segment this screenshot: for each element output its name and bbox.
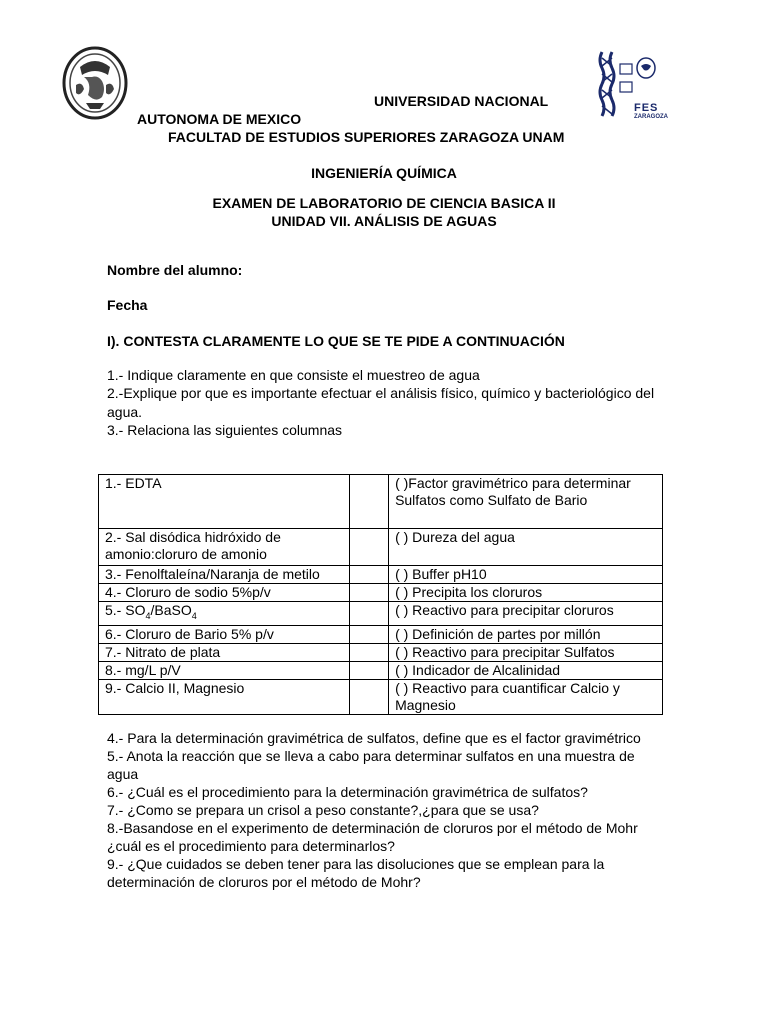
section-title: I). CONTESTA CLARAMENTE LO QUE SE TE PIDE A CONTINUACIÓN <box>107 333 565 349</box>
table-row <box>99 566 663 584</box>
right-column-cell: ( )Factor gravimétrico para determinar Sulfatos como Sulfato de Bario <box>389 475 663 529</box>
question-3: 3.- Relaciona las siguientes columnas <box>107 421 343 438</box>
question-5: 5.- Anota la reacción que se lleva a cabo para determinar sulfatos en una muestra de agua <box>107 748 635 782</box>
formula-subscript: 4 <box>191 610 197 621</box>
formula-subscript: 4 <box>145 610 151 621</box>
answer-cell[interactable] <box>349 566 388 584</box>
more-questions <box>107 729 667 891</box>
exam-title: EXAMEN DE LABORATORIO DE CIENCIA BASICA II <box>212 195 556 211</box>
left-column-cell: 2.- Sal disódica hidróxido de amonio:cloruro de amonio <box>99 529 350 566</box>
intro-questions <box>107 366 667 439</box>
formula-prefix: 5.- SO <box>105 602 146 618</box>
left-column-cell <box>99 602 350 626</box>
right-column-cell: ( ) Dureza del agua <box>389 529 663 566</box>
question-8: 8.-Basandose en el experimento de determinación de cloruros por el método de Mohr ¿cuál es el procedimiento para determinarlos? <box>107 820 638 854</box>
left-column-cell: 8.- mg/L p/V <box>99 661 350 679</box>
left-column-cell: 4.- Cloruro de sodio 5%p/v <box>99 584 350 602</box>
student-name-label: Nombre del alumno: <box>107 262 243 278</box>
table-row <box>99 584 663 602</box>
fes-logo-subtext: ZARAGOZA <box>634 114 668 120</box>
right-column-cell: ( ) Definición de partes por millón <box>389 625 663 643</box>
answer-cell[interactable] <box>349 584 388 602</box>
question-4: 4.- Para la determinación gravimétrica de sulfatos, define que es el factor gravimétrico <box>107 730 641 746</box>
right-column-cell: ( ) Indicador de Alcalinidad <box>389 661 663 679</box>
right-column-cell: ( ) Buffer pH10 <box>389 566 663 584</box>
answer-cell[interactable] <box>349 475 388 529</box>
question-2: 2.-Explique por que es importante efectuar el análisis físico, químico y bacteriológico del agua. <box>107 385 655 420</box>
table-row <box>99 602 663 626</box>
right-column-cell: ( ) Reactivo para cuantificar Calcio y Magnesio <box>389 679 663 714</box>
fes-zaragoza-logo <box>596 48 668 126</box>
left-column-cell: 9.- Calcio II, Magnesio <box>99 679 350 714</box>
question-6: 6.- ¿Cuál es el procedimiento para la determinación gravimétrica de sulfatos? <box>107 784 588 800</box>
answer-cell[interactable] <box>349 679 388 714</box>
table-row <box>99 475 663 529</box>
answer-cell[interactable] <box>349 643 388 661</box>
unam-seal-logo <box>62 45 128 121</box>
answer-cell[interactable] <box>349 529 388 566</box>
table-row <box>99 679 663 714</box>
answer-cell[interactable] <box>349 625 388 643</box>
header-autonoma: AUTONOMA DE MEXICO <box>137 111 302 127</box>
unit-title: UNIDAD VII. ANÁLISIS DE AGUAS <box>271 213 497 229</box>
question-7: 7.- ¿Como se prepara un crisol a peso constante?,¿para que se usa? <box>107 802 539 818</box>
left-column-cell: 1.- EDTA <box>99 475 350 529</box>
table-row <box>99 625 663 643</box>
right-column-cell: ( ) Precipita los cloruros <box>389 584 663 602</box>
left-column-cell: 6.- Cloruro de Bario 5% p/v <box>99 625 350 643</box>
table-row <box>99 661 663 679</box>
question-1: 1.- Indique claramente en que consiste el muestreo de agua <box>107 367 480 383</box>
answer-cell[interactable] <box>349 602 388 626</box>
left-column-cell: 3.- Fenolftaleína/Naranja de metilo <box>99 566 350 584</box>
matching-table <box>98 474 663 715</box>
table-row <box>99 529 663 566</box>
right-column-cell: ( ) Reactivo para precipitar Sulfatos <box>389 643 663 661</box>
formula-mid: /BaSO <box>150 602 192 618</box>
date-label: Fecha <box>107 297 148 313</box>
table-row <box>99 643 663 661</box>
answer-cell[interactable] <box>349 661 388 679</box>
left-column-cell: 7.- Nitrato de plata <box>99 643 350 661</box>
question-9: 9.- ¿Que cuidados se deben tener para las disoluciones que se emplean para la determinación de cloruros por el método de Mohr? <box>107 856 605 890</box>
header-university: UNIVERSIDAD NACIONAL <box>374 93 549 109</box>
header-facultad: FACULTAD DE ESTUDIOS SUPERIORES ZARAGOZA UNAM <box>168 129 565 145</box>
fes-logo-text: FES <box>634 102 659 114</box>
right-column-cell: ( ) Reactivo para precipitar cloruros <box>389 602 663 626</box>
program-title: INGENIERÍA QUÍMICA <box>311 165 457 181</box>
